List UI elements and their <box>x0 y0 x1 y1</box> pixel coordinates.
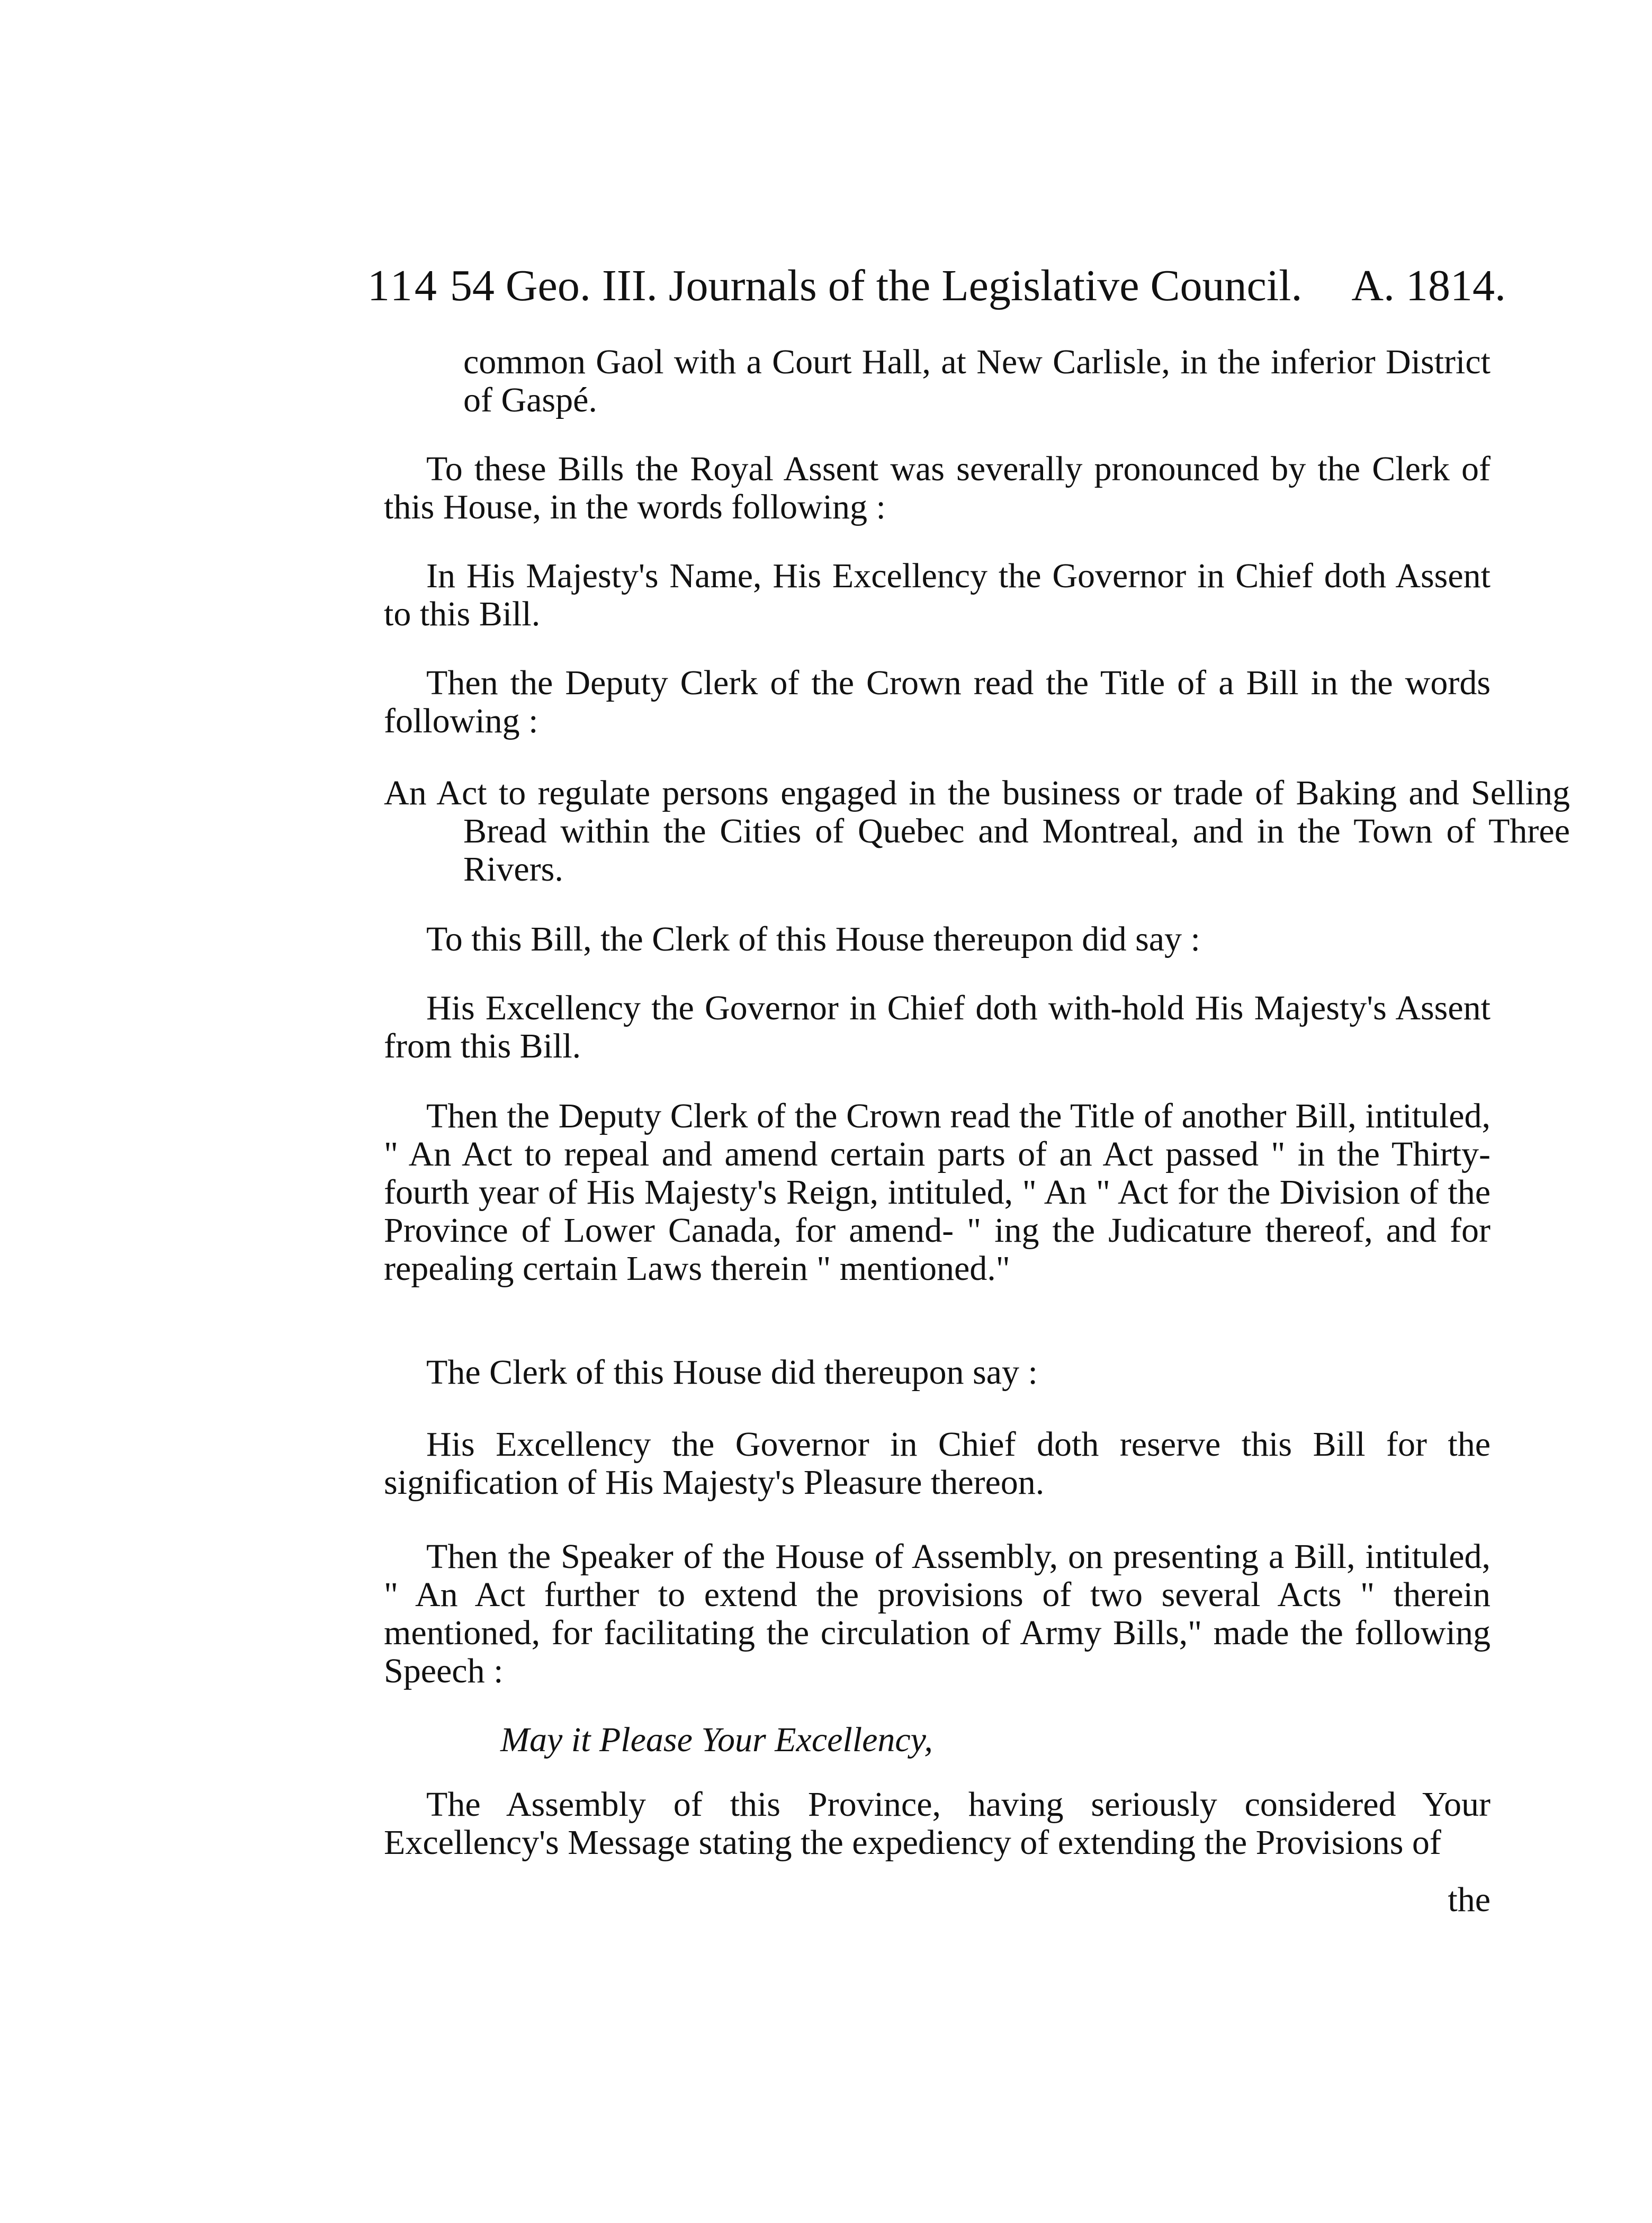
paragraph-royal-assent: To these Bills the Royal Assent was severally pronounced by the Clerk of this House, in the words following : <box>384 450 1491 526</box>
paragraph-bill-reserved: His Excellency the Governor in Chief doth reserve this Bill for the signification of His Majesty's Pleasure thereon. <box>384 1425 1491 1502</box>
paragraph-clerk-say: To this Bill, the Clerk of this House thereupon did say : <box>426 920 1200 958</box>
paragraph-deputy-clerk-reads: Then the Deputy Clerk of the Crown read the Title of a Bill in the words following : <box>384 664 1491 740</box>
paragraph-bread-act-title: An Act to regulate persons engaged in the business or trade of Baking and Selling Bread within the Cities of Quebec and Montreal, and in the Town of Three Rivers. <box>384 774 1570 889</box>
header-year: A. 1814. <box>1351 261 1506 310</box>
speech-salutation: May it Please Your Excellency, <box>500 1720 933 1759</box>
paragraph-another-bill: Then the Deputy Clerk of the Crown read the Title of another Bill, intituled, " An Act to repeal and amend certain parts of an Act passed " in the Thirty-fourth year of His Majesty's Reign, intituled, " An " Act for the Division of the Province of Lower Canada, for amend- " ing the Judicature thereof, and for repealing certain Laws therein " mentioned." <box>384 1097 1491 1288</box>
paragraph-continued-bill-title: common Gaol with a Court Hall, at New Carlisle, in the inferior District of Gaspé. <box>463 343 1491 419</box>
catchword: the <box>1448 1880 1491 1919</box>
page-header <box>367 254 1506 318</box>
paragraph-assent-formula: In His Majesty's Name, His Excellency the Governor in Chief doth Assent to this Bill. <box>384 557 1491 633</box>
page-number: 114 <box>367 261 439 310</box>
paragraph-assent-withheld: His Excellency the Governor in Chief doth with-hold His Majesty's Assent from this Bill. <box>384 989 1491 1065</box>
paragraph-speaker-presents-bill: Then the Speaker of the House of Assembly, on presenting a Bill, intituled, " An Act further to extend the provisions of two several Acts " therein mentioned, for facilitating the circulation of Army Bills," made the following Speech : <box>384 1537 1491 1690</box>
running-title: 54 Geo. III. Journals of the Legislative Council. <box>450 261 1303 310</box>
paragraph-assembly-speech: The Assembly of this Province, having seriously considered Your Excellency's Message stating the expediency of extending the Provisions of <box>384 1785 1491 1862</box>
paragraph-clerk-say-2: The Clerk of this House did thereupon say : <box>426 1353 1038 1392</box>
